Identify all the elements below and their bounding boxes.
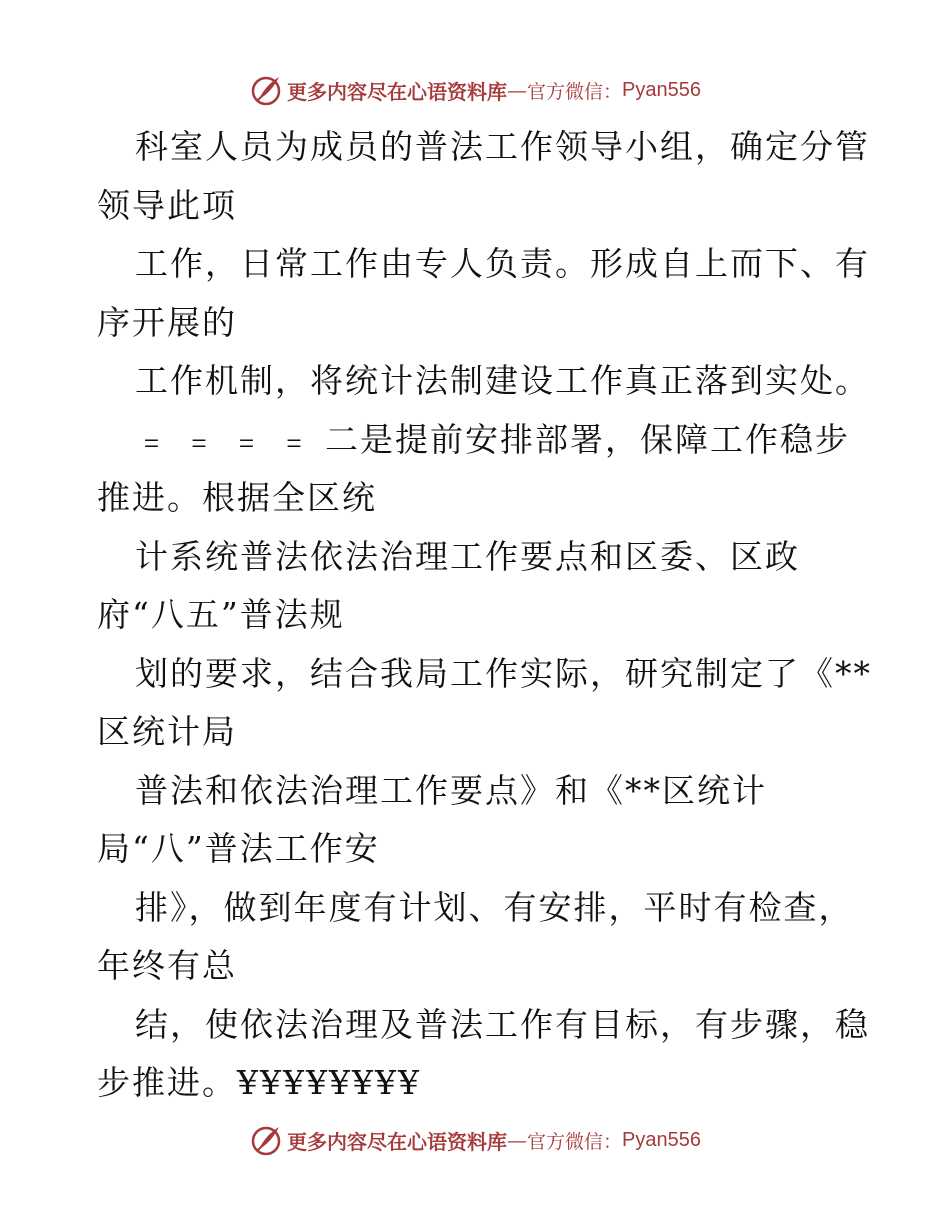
watermark-id: Pyan556 xyxy=(622,1128,701,1151)
paragraph-line: 划的要求，结合我局工作实际，研究制定了《** xyxy=(135,653,872,693)
paragraph-line: 普法和依法治理工作要点》和《**区统计 xyxy=(135,770,767,810)
footer-watermark xyxy=(0,1120,950,1160)
watermark-separator: — xyxy=(507,1128,527,1152)
watermark-id: Pyan556 xyxy=(622,78,701,101)
watermark-main-text: 更多内容尽在心语资料库 xyxy=(287,1129,507,1154)
paragraph-line: 工作，日常工作由专人负责。形成自上而下、有 xyxy=(135,244,870,283)
watermark-sub-text: 官方微信： xyxy=(527,80,623,103)
paragraph-line: 结，使依法治理及普法工作有目标，有步骤，稳 xyxy=(135,1004,870,1044)
paragraph-line: 领导此项 xyxy=(97,185,237,225)
paragraph-line: 科室人员为成员的普法工作领导小组，确定分管 xyxy=(135,127,870,166)
paragraph-line: 推进。根据全区统 xyxy=(97,478,377,517)
quill-logo-icon xyxy=(249,1123,283,1157)
header-watermark xyxy=(0,70,950,110)
watermark-sub-text: 官方微信： xyxy=(527,1130,623,1153)
document-body xyxy=(97,118,872,1113)
paragraph-line: 排》，做到年度有计划、有安排，平时有检查， xyxy=(135,887,854,927)
paragraph-line: ﹦ ﹦ ﹦ ﹦ 二是提前安排部署，保障工作稳步 xyxy=(135,419,850,459)
paragraph-line: 区统计局 xyxy=(97,712,237,751)
paragraph-line: 序开展的 xyxy=(97,302,237,342)
paragraph-line: 局“八”普法工作安 xyxy=(97,829,380,868)
paragraph-line: 步推进。¥¥¥¥¥¥¥¥ xyxy=(97,1063,421,1102)
paragraph-line: 府“八五”普法规 xyxy=(97,595,345,634)
paragraph-line: 年终有总 xyxy=(97,946,237,985)
watermark-separator: — xyxy=(507,78,527,102)
paragraph-line: 工作机制，将统计法制建设工作真正落到实处。 xyxy=(135,361,870,400)
watermark-main-text: 更多内容尽在心语资料库 xyxy=(287,79,507,104)
paragraph-line: 计系统普法依法治理工作要点和区委、区政 xyxy=(135,536,800,576)
quill-logo-icon xyxy=(249,73,283,107)
